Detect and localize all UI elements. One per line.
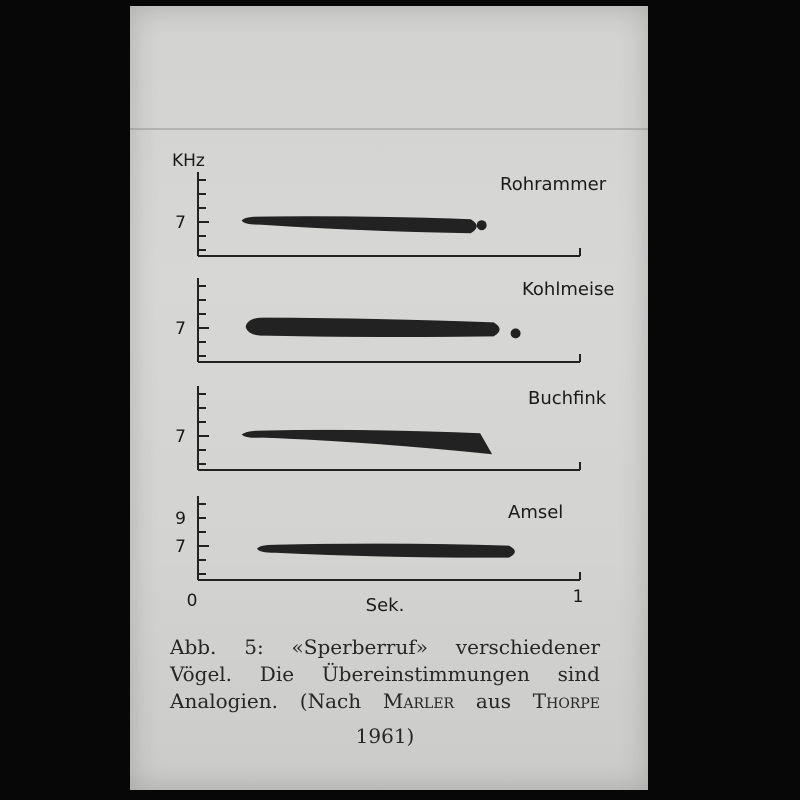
panel-label-0: Rohrammer bbox=[500, 174, 607, 195]
caption-line-3-prefix: Analogien. (Nach bbox=[170, 689, 383, 713]
call-note-dot-1 bbox=[511, 328, 521, 338]
caption-line-3 bbox=[170, 688, 600, 715]
caption-line-3-middle: aus bbox=[454, 689, 533, 713]
panel-label-3: Amsel bbox=[508, 502, 564, 523]
caption-line-1: Abb. 5: «Sperberruf» verschiedener bbox=[170, 635, 600, 659]
caption-year: 1961) bbox=[355, 724, 415, 748]
spectrogram-panels bbox=[175, 172, 614, 580]
call-trace-3 bbox=[257, 544, 515, 558]
y-tick-label-0-0: 7 bbox=[175, 213, 186, 233]
x-tick-label-start: 0 bbox=[186, 591, 198, 611]
caption-author-marler: Marler bbox=[382, 689, 455, 713]
y-unit-label: KHz bbox=[172, 151, 205, 171]
y-tick-label-2-0: 7 bbox=[175, 427, 186, 447]
call-trace-1 bbox=[246, 318, 500, 337]
y-tick-label-3-0: 9 bbox=[175, 509, 186, 529]
panel-label-2: Buchfink bbox=[528, 388, 607, 409]
y-tick-label-3-1: 7 bbox=[175, 537, 186, 557]
caption-author-thorpe: Thorpe bbox=[532, 689, 600, 713]
call-trace-2 bbox=[242, 430, 492, 454]
call-trace-0 bbox=[242, 216, 477, 233]
panel-label-1: Kohlmeise bbox=[522, 279, 615, 300]
y-tick-label-1-0: 7 bbox=[175, 319, 186, 339]
slide-frame bbox=[130, 6, 648, 790]
x-axis-label: Sek. bbox=[365, 595, 405, 616]
x-tick-label-end: 1 bbox=[572, 587, 584, 607]
sonogram-figure bbox=[130, 6, 648, 626]
caption-line-2: Vögel. Die Übereinstimmungen sind bbox=[170, 662, 600, 686]
figure-caption bbox=[170, 634, 600, 715]
call-end-blob-0 bbox=[477, 220, 487, 230]
